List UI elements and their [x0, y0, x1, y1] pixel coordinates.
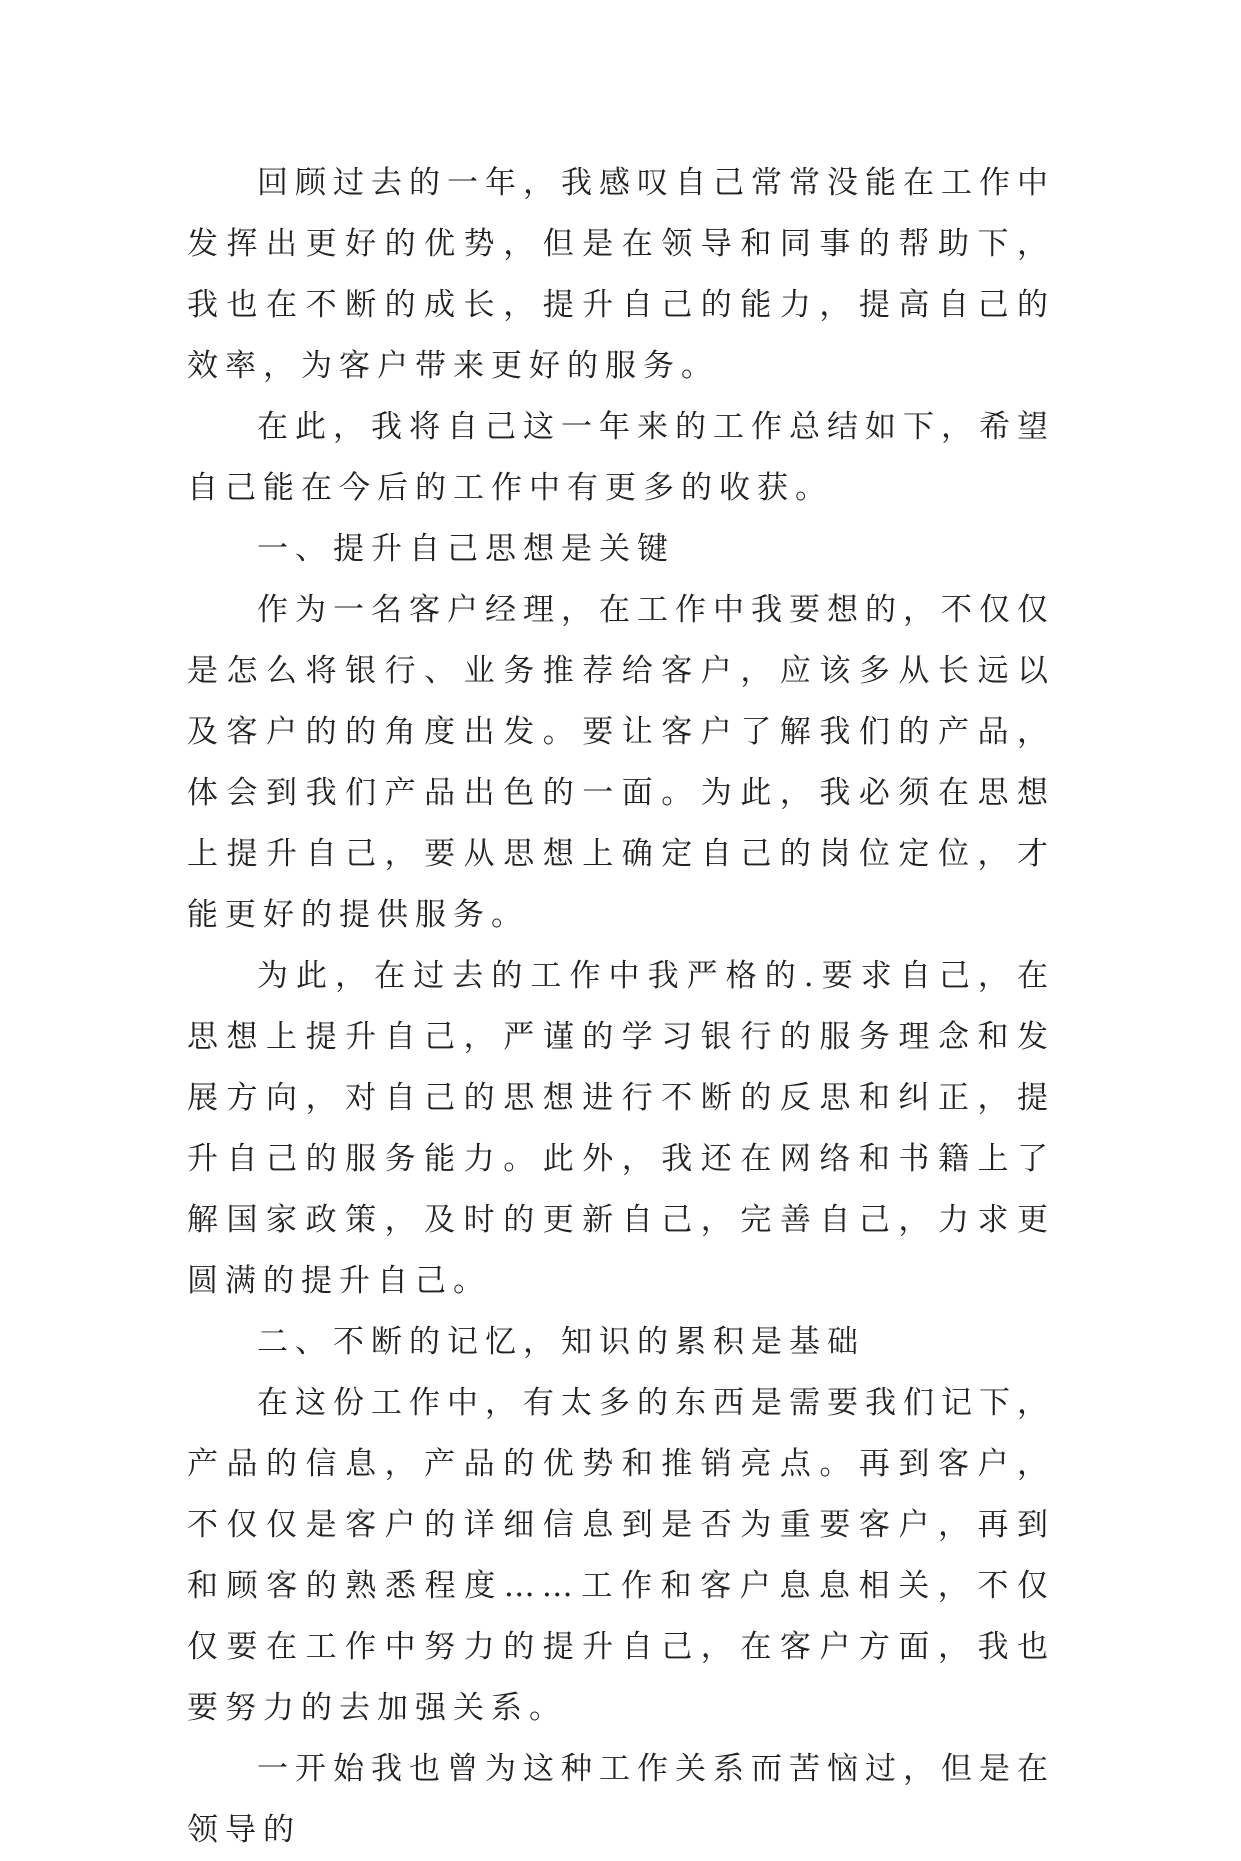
paragraph-section-1-a: 作为一名客户经理，在工作中我要想的，不仅仅是怎么将银行、业务推荐给客户，应该多从长远以及客户的的角度出发。要让客户了解我们的产品，体会到我们产品出色的一面。为此，我必须在思想上提升自己，要从思想上确定自己的岗位定位，才能更好的提供服务。: [187, 592, 1055, 933]
paragraph-summary-intro: 在此，我将自己这一年来的工作总结如下，希望自己能在今后的工作中有更多的收获。: [187, 409, 1055, 506]
section-heading-2: 二、不断的记忆，知识的累积是基础: [257, 1324, 865, 1360]
paragraph-intro: 回顾过去的一年，我感叹自己常常没能在工作中发挥出更好的优势，但是在领导和同事的帮助下，我也在不断的成长，提升自己的能力，提高自己的效率，为客户带来更好的服务。: [187, 165, 1055, 384]
paragraph-section-1-b: 为此，在过去的工作中我严格的.要求自己，在思想上提升自己，严谨的学习银行的服务理念和发展方向，对自己的思想进行不断的反思和纠正，提升自己的服务能力。此外，我还在网络和书籍上了解国家政策，及时的更新自己，完善自己，力求更圆满的提升自己。: [187, 958, 1055, 1299]
section-heading-1: 一、提升自己思想是关键: [257, 531, 675, 567]
document-body: [187, 153, 1055, 1861]
paragraph-section-2-a: 在这份工作中，有太多的东西是需要我们记下，产品的信息，产品的优势和推销亮点。再到客户，不仅仅是客户的详细信息到是否为重要客户，再到和顾客的熟悉程度……工作和客户息息相关，不仅仅要在工作中努力的提升自己，在客户方面，我也要努力的去加强关系。: [187, 1385, 1055, 1726]
paragraph-section-2-b: 一开始我也曾为这种工作关系而苦恼过，但是在领导的: [187, 1751, 1055, 1848]
